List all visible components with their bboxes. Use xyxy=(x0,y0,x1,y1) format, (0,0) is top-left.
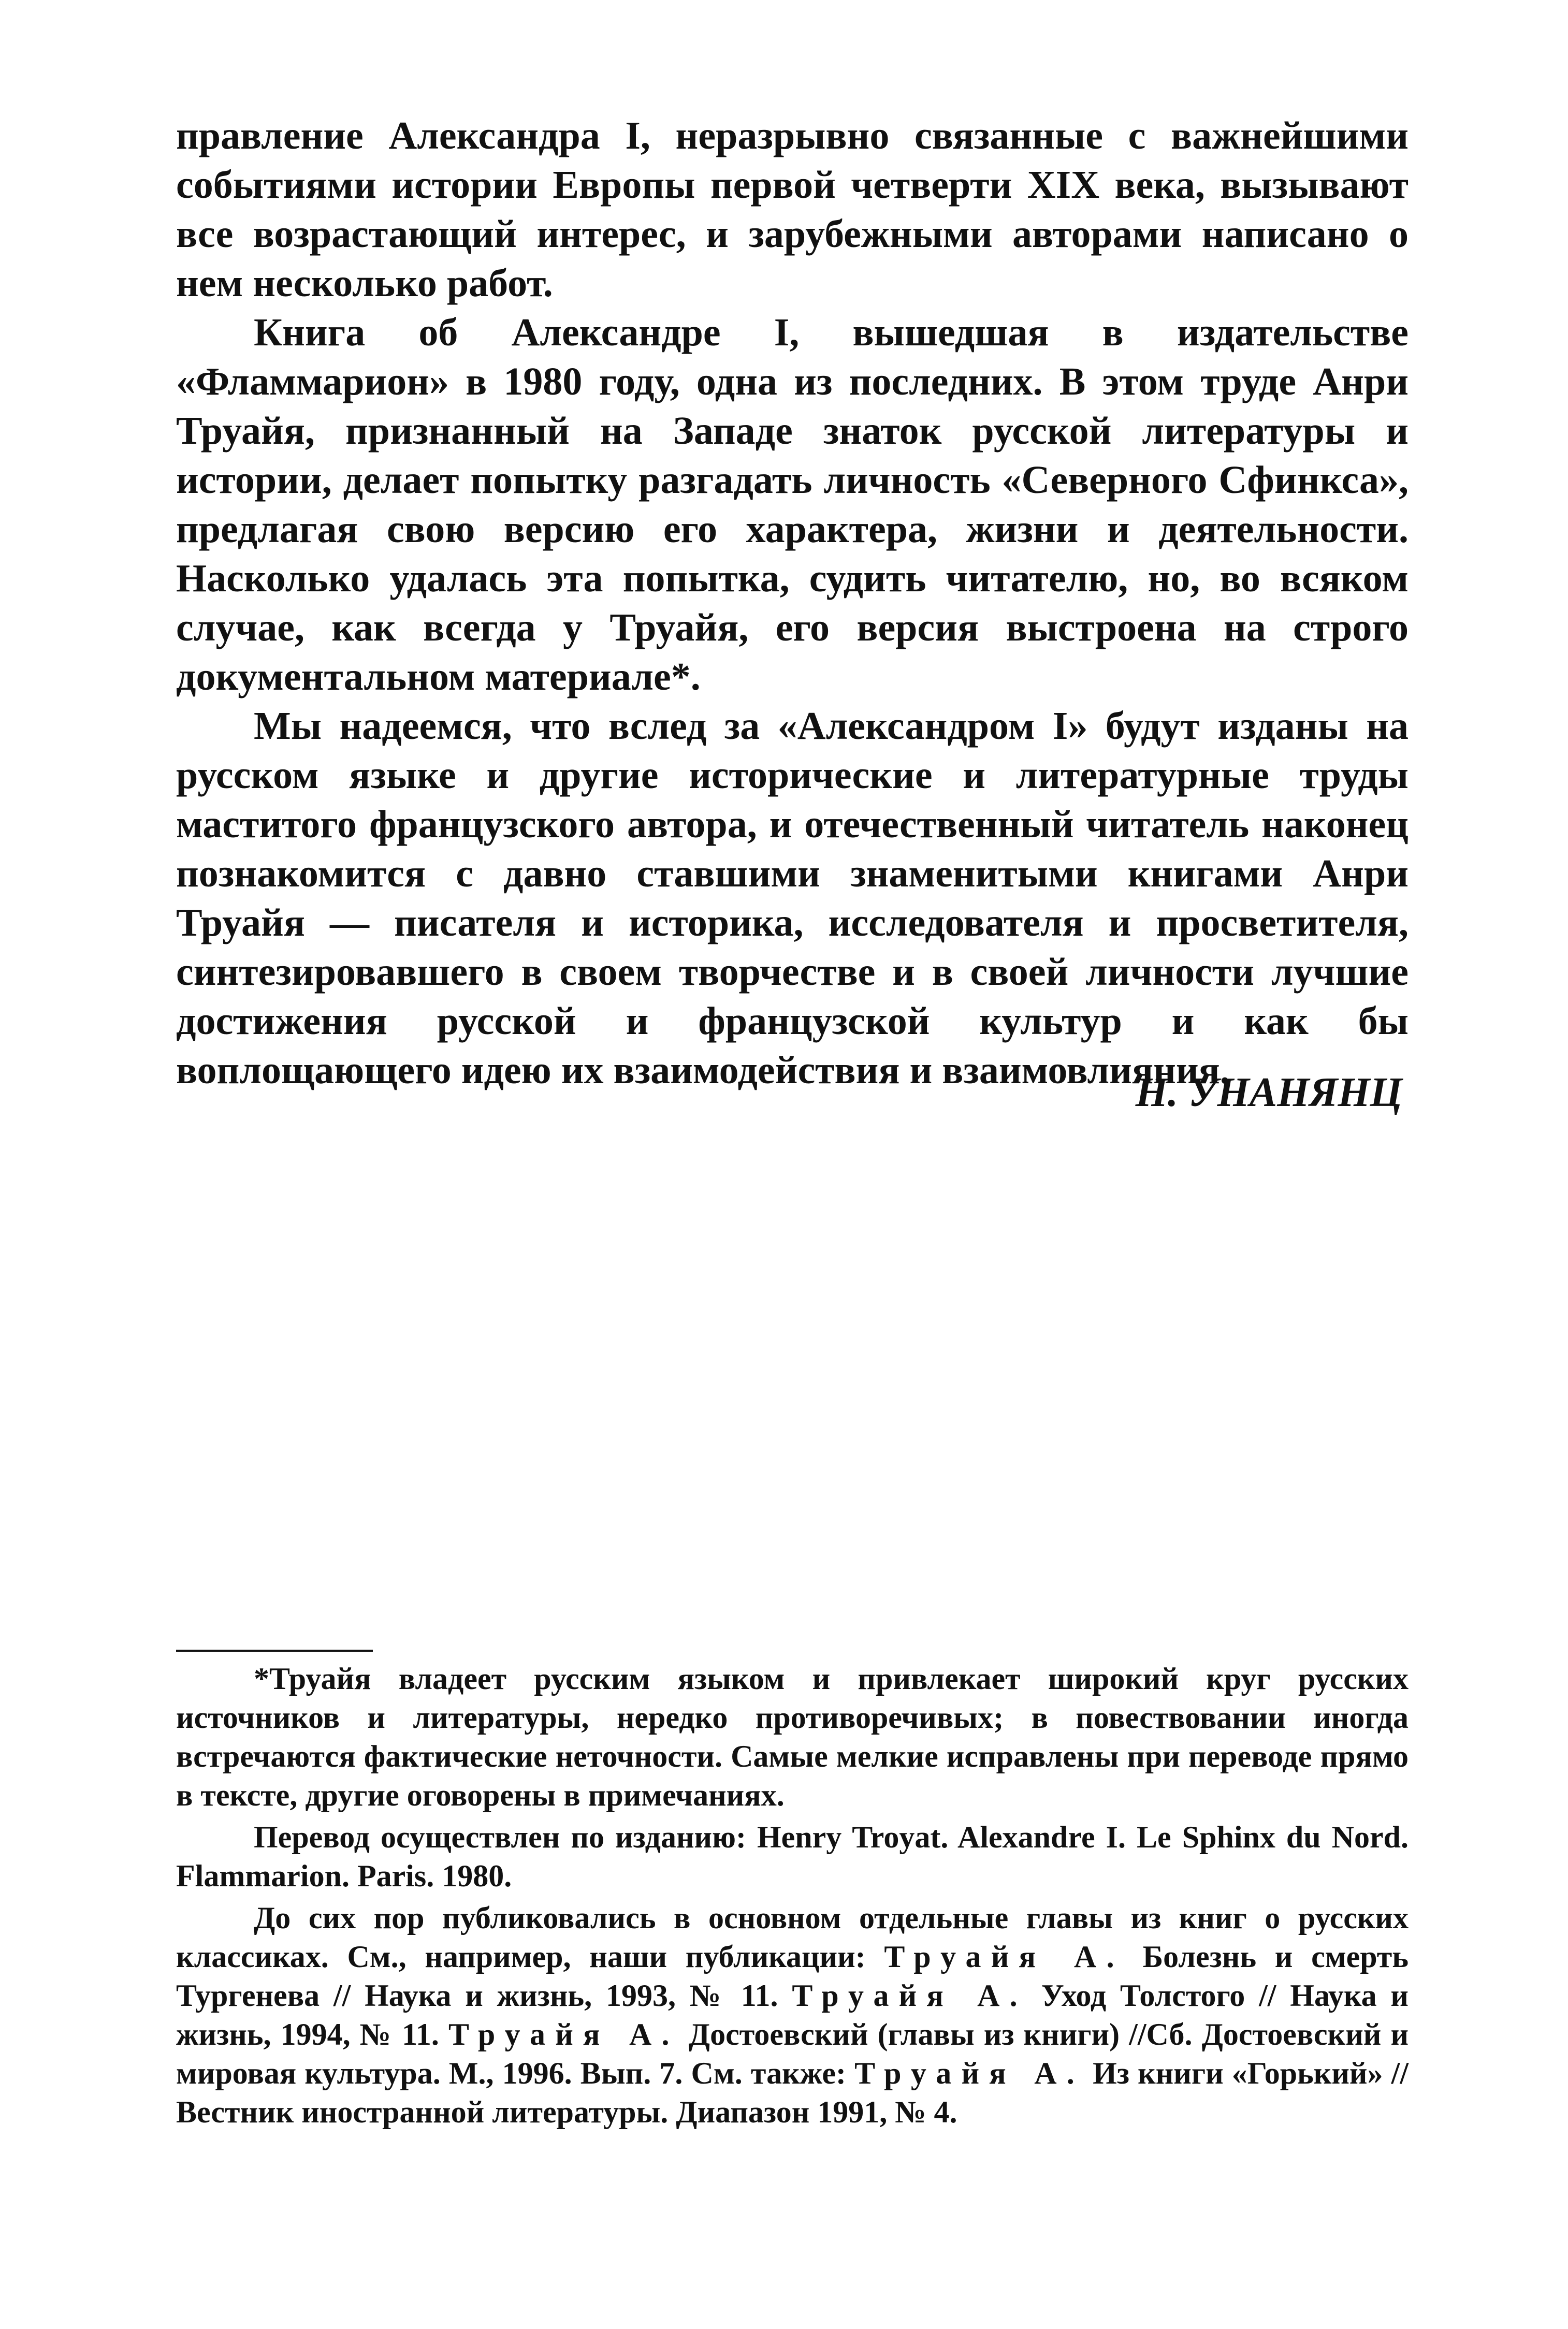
footnote-3 xyxy=(176,1899,1409,2132)
paragraph-2: Книга об Александре I, вышедшая в издательстве «Фламмарион» в 1980 году, одна из последних. В этом труде Анри Труайя, признанный на Западе знаток русской литературы и истории, делает попытку разгадать личность «Северного Сфинкса», предлагая свою версию его характера, жизни и деятельности. Насколько удалась эта попытка, судить читателю, но, во всяком случае, как всегда у Труайя, его версия выстроена на строго документальном материале*. xyxy=(176,311,1409,698)
footnote-3-text-4: Достоевский (главы из книги) //Сб. Достоевский и мировая культура. М., 1996. Вып. 7. См. также: xyxy=(176,2017,1409,2090)
footnote-divider xyxy=(176,1650,373,1652)
footnote-3-text-5: Из книги «Горький» // Вестник иностранной литературы. Диапазон 1991, № 4. xyxy=(176,2056,1409,2129)
main-text xyxy=(176,111,1409,1095)
footnote-1: *Труайя владеет русским языком и привлекает широкий круг русских источников и литературы, нередко противоречивых; в повествовании иногда встречаются фактические неточности. Самые мелкие исправлены при переводе прямо в тексте, другие оговорены в примечаниях. xyxy=(176,1662,1409,1812)
paragraph-1: правление Александра I, неразрывно связанные с важнейшими событиями истории Европы первой четверти XIX века, вызывают все возрастающий интерес, и зарубежными авторами написано о нем несколько работ. xyxy=(176,114,1409,305)
footnote-3-text-2: Болезнь и смерть Тургенева // Наука и жизнь, 1993, № 11. xyxy=(176,1940,1409,2013)
footnote-3-author-2: Труайя А. xyxy=(792,1978,1027,2013)
footnotes xyxy=(176,1660,1409,2132)
author-signature: Н. УНАНЯНЦ xyxy=(1135,1070,1402,1115)
footnote-3-author-3: Труайя А. xyxy=(448,2017,679,2051)
footnote-3-author-1: Труайя А. xyxy=(884,1940,1124,1974)
footnote-3-text-3: Уход Толстого // Наука и жизнь, 1994, № 11. xyxy=(176,1978,1409,2051)
footnote-2: Перевод осуществлен по изданию: Henry Troyat. Alexandre I. Le Sphinx du Nord. Flammarion. Paris. 1980. xyxy=(176,1820,1409,1893)
footnote-3-author-4: Труайя А. xyxy=(854,2056,1085,2090)
footnote-3-text-1: До сих пор публиковались в основном отдельные главы из книг о русских классиках. См., например, наши публикации: xyxy=(176,1901,1409,1974)
paragraph-3: Мы надеемся, что вслед за «Александром I» будут изданы на русском языке и другие исторические и литературные труды маститого французского автора, и отечественный читатель наконец познакомится с давно ставшими знаменитыми книгами Анри Труайя — писателя и историка, исследователя и просветителя, синтезировавшего в своем творчестве и в своей личности лучшие достижения русской и французской культур и как бы воплощающего идею их взаимодействия и взаимовлияния. xyxy=(176,704,1409,1092)
